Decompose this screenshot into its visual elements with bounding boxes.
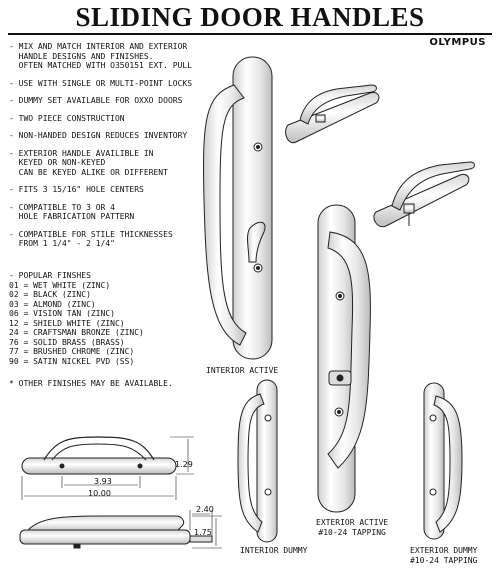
label-interior-dummy: INTERIOR DUMMY bbox=[240, 546, 308, 555]
dim-hole bbox=[138, 464, 142, 468]
screw-hole bbox=[430, 489, 436, 495]
screw-hole-center bbox=[338, 411, 341, 414]
feature-item: - TWO PIECE CONSTRUCTION bbox=[9, 113, 125, 123]
finish-item: 02 = BLACK (ZINC) bbox=[9, 290, 91, 299]
label-exterior-dummy: EXTERIOR DUMMY #10-24 TAPPING bbox=[410, 546, 478, 565]
dim-plate bbox=[22, 458, 176, 474]
iso-lever bbox=[316, 115, 325, 122]
screw-hole bbox=[265, 489, 271, 495]
side-plate bbox=[20, 530, 190, 544]
finishes-note: * OTHER FINISHES MAY BE AVAILABLE. bbox=[9, 379, 173, 388]
exterior-iso-view bbox=[374, 162, 475, 227]
screw-hole bbox=[265, 415, 271, 421]
finish-item: 01 = WET WHITE (ZINC) bbox=[9, 280, 111, 290]
feature-item: - DUMMY SET AVAILABLE FOR OXXO DOORS bbox=[9, 96, 183, 105]
interior-iso-view bbox=[286, 85, 379, 143]
finish-item: 76 = SOLID BRASS (BRASS) bbox=[9, 337, 125, 347]
interior-dummy-handle bbox=[238, 380, 277, 542]
dim-length: 10.00 bbox=[88, 489, 111, 498]
exterior-active-handle bbox=[318, 205, 370, 512]
feature-item: - COMPATIBLE TO 3 OR 4 HOLE FABRICATION PATTERN bbox=[9, 202, 135, 221]
brand-name: OLYMPUS bbox=[429, 37, 486, 48]
finish-item: 90 = SATIN NICKEL PVD (SS) bbox=[9, 356, 135, 366]
page-title: SLIDING DOOR HANDLES bbox=[75, 2, 425, 32]
finish-item: 03 = ALMOND (ZINC) bbox=[9, 299, 96, 309]
dim-hole bbox=[60, 464, 64, 468]
finish-item: 06 = VISION TAN (ZINC) bbox=[9, 309, 115, 318]
screw-hole bbox=[430, 415, 436, 421]
feature-item: - MIX AND MATCH INTERIOR AND EXTERIOR HANDLE DESIGNS AND FINISHES. OFTEN MATCHED WITH O350151 EXT. PULL bbox=[9, 42, 193, 70]
exterior-dummy-handle bbox=[424, 383, 462, 539]
finish-item: 77 = BRUSHED CHROME (ZINC) bbox=[9, 347, 135, 356]
finish-item: 12 = SHIELD WHITE (ZINC) bbox=[9, 318, 125, 328]
feature-item: - COMPATIBLE FOR STILE THICKNESSES FROM 1 1/4" - 2 1/4" bbox=[9, 229, 173, 248]
feature-item: - USE WITH SINGLE OR MULTI-POINT LOCKS bbox=[9, 78, 193, 88]
keyhole bbox=[337, 375, 343, 381]
dimension-side-view bbox=[20, 510, 222, 548]
finish-item: 24 = CRAFTSMAN BRONZE (ZINC) bbox=[9, 328, 144, 337]
feature-item: - NON-HANDED DESIGN REDUCES INVENTORY bbox=[9, 131, 188, 140]
screw-hole-center bbox=[339, 295, 342, 298]
finishes-title: - POPULAR FINSHES bbox=[9, 271, 91, 280]
dim-hole-centers: 3.93 bbox=[94, 477, 112, 486]
screw-hole-center bbox=[257, 267, 260, 270]
screw-hole-center bbox=[257, 146, 260, 149]
interior-active-plate bbox=[233, 57, 272, 359]
dim-grip-outer bbox=[44, 437, 154, 460]
interior-active-handle bbox=[204, 57, 272, 359]
dim-height: 1.29 bbox=[175, 460, 193, 469]
dim-side-height: 1.75 bbox=[194, 528, 212, 537]
iso-key-cylinder bbox=[404, 204, 414, 213]
feature-item: - FITS 3 15/16" HOLE CENTERS bbox=[9, 185, 144, 194]
label-interior-active: INTERIOR ACTIVE bbox=[206, 366, 279, 375]
label-exterior-active: EXTERIOR ACTIVE #10-24 TAPPING bbox=[316, 518, 389, 537]
feature-item: - EXTERIOR HANDLE AVAILIBLE IN KEYED OR NON-KEYED CAN BE KEYED ALIKE OR DIFFERENT bbox=[9, 148, 168, 177]
side-spindle bbox=[74, 544, 80, 548]
dim-depth: 2.40 bbox=[196, 505, 214, 514]
